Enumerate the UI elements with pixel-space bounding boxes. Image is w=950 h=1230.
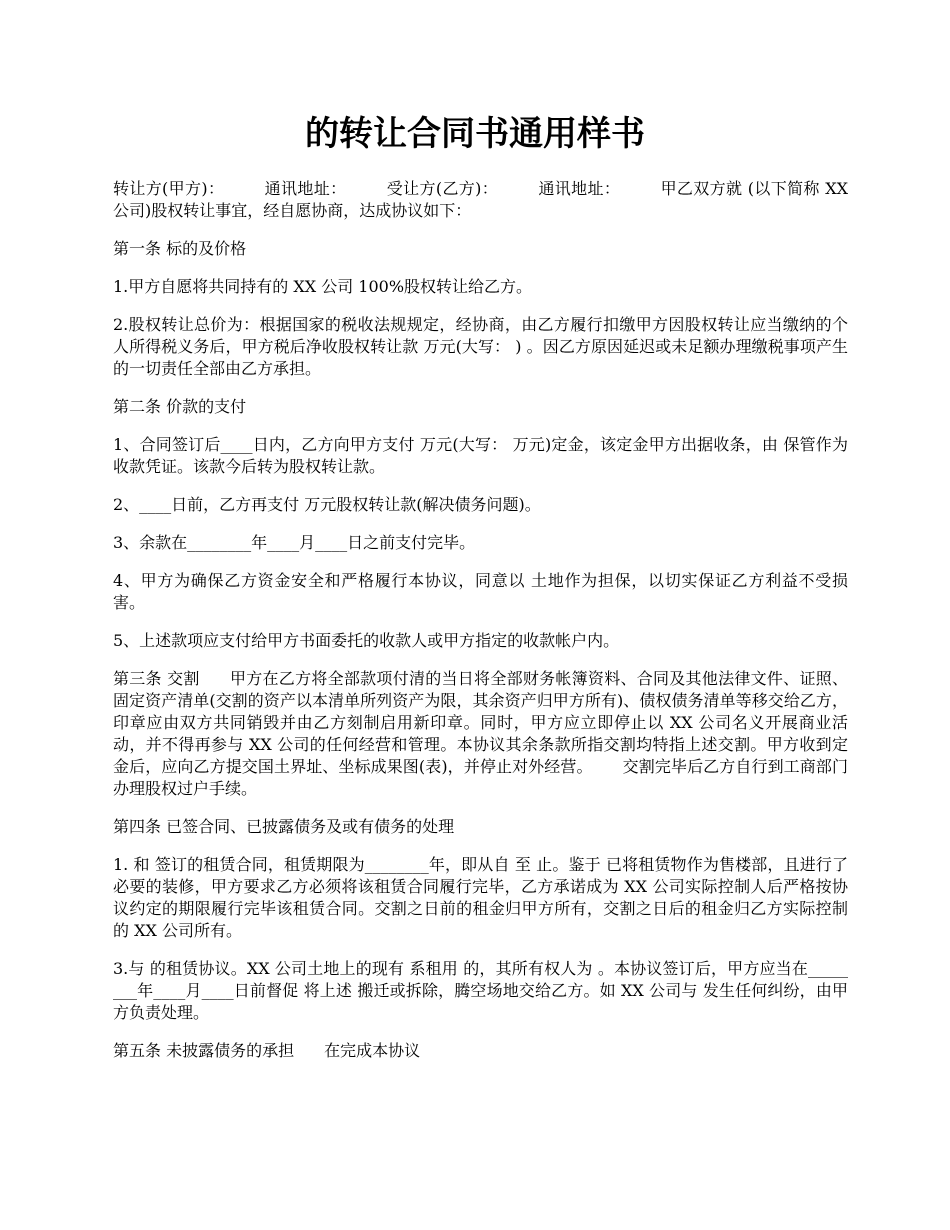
article-2-clause-2: 2、____日前，乙方再支付 万元股权转让款(解决债务问题)。 [113,495,541,514]
article-2-clause-3: 3、余款在________年____月____日之前支付完毕。 [113,533,476,552]
article-3-text-1: 甲方在乙方将全部款项付清的当日将全部财务帐簿资料、合同及其他法律文件、证照、固定资产清单(交割的资产以本清单所列资产为限，其余资产归甲方所有)、债权债务清单等移交给乙方，印章应由双方共同销毁并由乙方刻制启用新印章。同时，甲方应立即停止以 XX 公司名义开展商业活动，并不得再参与 XX 公司的任何经营和管理。本协议其余条款所指交割均特指上述交割。甲方收到定金后，应向乙方提交国土界址、坐标成果图(表)，并停止对外经营。 [113,669,848,776]
article-3-text-2: 交割完毕后乙方自行到工商部门办理股权过户手续。 [113,757,848,798]
document-body [113,178,848,1078]
intro-paragraph [113,178,848,222]
article-2-heading: 第二条 价款的支付 [113,397,247,416]
article-1-clause-2: 2.股权转让总价为：根据国家的税收法规规定，经协商，由乙方履行扣缴甲方因股权转让应当缴纳的个人所得税义务后，甲方税后净收股权转让款 万元(大写： ) 。因乙方原因延迟或未足额办理缴税事项产生的一切责任全部由乙方承担。 [113,315,848,378]
article-4-clause-1: 1. 和 签订的租赁合同，租赁期限为________年，即从自 至 止。鉴于 已将租赁物作为售楼部，且进行了必要的装修，甲方要求乙方必须将该租赁合同履行完毕，乙方承诺成为 XX 公司实际控制人后严格按协议约定的期限履行完毕该租赁合同。交割之日前的租金归甲方所有，交割之日后的租金归乙方实际控制的 XX 公司所有。 [113,855,848,940]
article-5-heading: 第五条 未披露债务的承担 [113,1041,295,1060]
article-5-text: 在完成本协议 [324,1041,421,1060]
article-4-heading: 第四条 已签合同、已披露债务及或有债务的处理 [113,817,455,836]
intro-address-label-1: 通讯地址： [264,179,347,198]
article-5-paragraph [113,1040,848,1062]
article-3-paragraph [113,668,848,800]
article-2-clause-4: 4、甲方为确保乙方资金安全和严格履行本协议，同意以 土地作为担保，以切实保证乙方利益不受损害。 [113,571,848,612]
intro-transferor-label: 转让方(甲方)： [113,179,225,198]
intro-agreement-text: 甲乙双方就 (以下简称 XX 公司)股权转让事宜，经自愿协商，达成协议如下： [113,179,848,220]
intro-address-label-2: 通讯地址： [538,179,621,198]
intro-transferee-label: 受让方(乙方)： [386,179,499,198]
document-title: 的转让合同书通用样书 [305,114,645,154]
article-2-clause-5: 5、上述款项应支付给甲方书面委托的收款人或甲方指定的收款帐户内。 [113,631,620,650]
article-1-clause-1: 1.甲方自愿将共同持有的 XX 公司 100%股权转让给乙方。 [113,277,533,296]
article-2-clause-1: 1、合同签订后____日内，乙方向甲方支付 万元(大写： 万元)定金，该定金甲方出据收条，由 保管作为收款凭证。该款今后转为股权转让款。 [113,435,848,476]
article-1-heading: 第一条 标的及价格 [113,239,247,258]
article-4-clause-3: 3.与 的租赁协议。XX 公司土地上的现有 系租用 的，其所有权人为 。本协议签订后，甲方应当在________年____月____日前督促 将上述 搬迁或拆除，腾空场地交给乙方。如 XX 公司与 发生任何纠纷，由甲方负责处理。 [113,959,848,1022]
article-3-heading: 第三条 交割 [113,669,200,688]
